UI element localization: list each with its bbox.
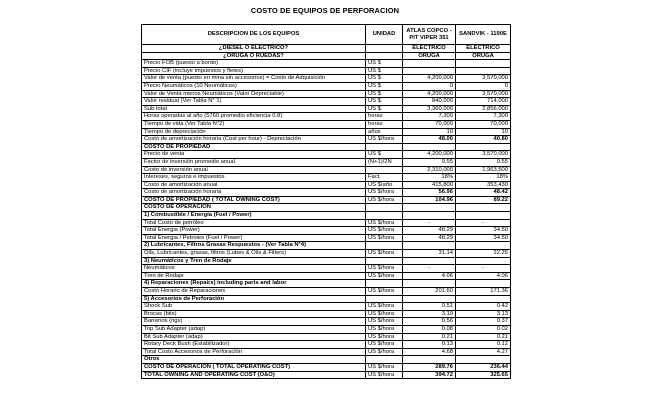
- row-value-sandvik: 34.50: [456, 227, 511, 235]
- row-unit: US $/hora: [366, 318, 403, 326]
- row-value-sandvik: -: [456, 219, 511, 227]
- row-value-sandvik: 0.37: [456, 318, 511, 326]
- row-value-sandvik: [456, 295, 511, 303]
- row-value-atlas: 0: [403, 82, 456, 90]
- table-row: [142, 348, 511, 356]
- table-row: [142, 136, 511, 144]
- table-row: [142, 105, 511, 113]
- table-row: [142, 158, 511, 166]
- row-value-atlas: 48.29: [403, 227, 456, 235]
- row-unit: US $/hora: [366, 333, 403, 341]
- table-row: [142, 82, 511, 90]
- row-unit: [366, 280, 403, 288]
- row-unit: [366, 212, 403, 220]
- row-label: COSTO DE OPERACIÓN: [142, 204, 366, 212]
- header-description: DESCRIPCION DE LOS EQUIPOS: [142, 25, 366, 45]
- row-value-sandvik: [456, 143, 511, 151]
- table-row: [142, 75, 511, 83]
- table-row: [142, 257, 511, 265]
- row-value-sandvik: 3.13: [456, 310, 511, 318]
- row-value-atlas: [403, 295, 456, 303]
- row-value-sandvik: [456, 60, 511, 68]
- table-row: [142, 341, 511, 349]
- row-unit: US $: [366, 105, 403, 113]
- row-unit: US $: [366, 90, 403, 98]
- row-value-sandvik: [456, 356, 511, 364]
- row-value-sandvik: 3,570,000: [456, 75, 511, 83]
- row-value-sandvik: [456, 212, 511, 220]
- row-value-atlas: [403, 60, 456, 68]
- row-label: Tiempo de vida (Ver Tabla N°2): [142, 120, 366, 128]
- row-value-sandvik: 0.21: [456, 333, 511, 341]
- row-label: Otros: [142, 356, 366, 364]
- table-row: [142, 325, 511, 333]
- row-label: Intereses, seguros e impuestos: [142, 174, 366, 182]
- row-label: Precio de venta: [142, 151, 366, 159]
- row-label: Total Costo de petróleo: [142, 219, 366, 227]
- row-label: Valor de Venta menos Neumáticos (Valor Depreciable): [142, 90, 366, 98]
- row-unit: [366, 45, 403, 53]
- table-row: [142, 143, 511, 151]
- page-title: COSTO DE EQUIPOS DE PERFORACION: [250, 6, 400, 15]
- row-value-atlas: 3,360,000: [403, 105, 456, 113]
- row-unit: US $/hora: [366, 272, 403, 280]
- row-value-sandvik: 236.44: [456, 363, 511, 371]
- table-row: [142, 333, 511, 341]
- row-value-atlas: 394.72: [403, 371, 456, 379]
- row-label: Costo Horario de Reparaciones: [142, 288, 366, 296]
- table-row: [142, 151, 511, 159]
- table-row: [142, 204, 511, 212]
- table-row: [142, 356, 511, 364]
- row-value-atlas: 289.76: [403, 363, 456, 371]
- table-row: [142, 310, 511, 318]
- row-label: 3) Neumáticos y Tren de Rodaje: [142, 257, 366, 265]
- row-value-atlas: 0.08: [403, 325, 456, 333]
- row-unit: US $/hora: [366, 219, 403, 227]
- row-unit: US $/hora: [366, 265, 403, 273]
- table-row: [142, 166, 511, 174]
- row-label: Bit Sub Adapter (adap): [142, 333, 366, 341]
- row-label: Precio Neumáticos (10 Neumáticos): [142, 82, 366, 90]
- row-value-atlas: 0.56: [403, 318, 456, 326]
- table-row: [142, 189, 511, 197]
- row-value-sandvik: 89.22: [456, 196, 511, 204]
- row-label: Barrenos (rigs): [142, 318, 366, 326]
- table-row: [142, 120, 511, 128]
- row-unit: US $/hora: [366, 136, 403, 144]
- row-label: Rotary Deck Bush (Estabilizador): [142, 341, 366, 349]
- row-value-atlas: ELECTRICO: [403, 45, 456, 53]
- row-unit: US $/hora: [366, 288, 403, 296]
- table-row: [142, 272, 511, 280]
- table-row: [142, 227, 511, 235]
- row-label: 1) Combustible / Energía (Fuel / Power): [142, 212, 366, 220]
- row-value-atlas: [403, 356, 456, 364]
- row-unit: años: [366, 128, 403, 136]
- row-value-sandvik: 2,856,000: [456, 105, 511, 113]
- row-unit: [366, 204, 403, 212]
- row-value-atlas: 48.29: [403, 234, 456, 242]
- row-label: Brocas (bits): [142, 310, 366, 318]
- row-value-sandvik: 353,430: [456, 181, 511, 189]
- row-value-atlas: 48.00: [403, 136, 456, 144]
- row-unit: horas: [366, 120, 403, 128]
- row-value-sandvik: 22.25: [456, 250, 511, 258]
- row-value-sandvik: 714,000: [456, 98, 511, 106]
- table-row: [142, 60, 511, 68]
- row-value-sandvik: 48.42: [456, 189, 511, 197]
- row-unit: US $/hora: [366, 310, 403, 318]
- row-unit: US $/hora: [366, 363, 403, 371]
- row-label: Horas operadas al año (5760 promedio eficiencia 0.8): [142, 113, 366, 121]
- row-value-atlas: 70,000: [403, 120, 456, 128]
- table-row: [142, 288, 511, 296]
- row-unit: US $/hora: [366, 196, 403, 204]
- row-unit: US $/hora: [366, 341, 403, 349]
- row-unit: [366, 356, 403, 364]
- row-value-atlas: -: [403, 265, 456, 273]
- row-value-atlas: 4,200,000: [403, 75, 456, 83]
- table-row: [142, 128, 511, 136]
- row-value-atlas: 56.96: [403, 189, 456, 197]
- row-label: ¿ORUGA O RUEDAS?: [142, 52, 366, 60]
- row-value-atlas: 3.19: [403, 310, 456, 318]
- header-sandvik: SANDVIK - 1190E: [456, 25, 511, 45]
- row-unit: (N+1)/2N: [366, 158, 403, 166]
- row-unit: US $/hora: [366, 325, 403, 333]
- row-value-sandvik: [456, 257, 511, 265]
- table-row: [142, 280, 511, 288]
- row-value-sandvik: 171.36: [456, 288, 511, 296]
- row-value-sandvik: [456, 67, 511, 75]
- row-label: Factor de inversión promedio anual: [142, 158, 366, 166]
- row-label: Total Energia (Power): [142, 227, 366, 235]
- row-label: 2) Lubricantes, Filtros Grasas Respuestos - (Ver Tabla N°4): [142, 242, 366, 250]
- row-value-atlas: 0.21: [403, 333, 456, 341]
- row-label: Neumáticos: [142, 265, 366, 273]
- row-label: Precio CIF (incluye impuestos y fletes): [142, 67, 366, 75]
- table-row: [142, 113, 511, 121]
- row-value-sandvik: 7,300: [456, 113, 511, 121]
- row-value-sandvik: 34.50: [456, 234, 511, 242]
- row-unit: US $/hora: [366, 303, 403, 311]
- row-value-atlas: 4.06: [403, 272, 456, 280]
- table-row: [142, 234, 511, 242]
- table-row: [142, 250, 511, 258]
- row-label: Costo de amortización horaria (Cost per hour) - Depreciación: [142, 136, 366, 144]
- row-value-atlas: 4.68: [403, 348, 456, 356]
- row-unit: US $: [366, 151, 403, 159]
- row-value-atlas: [403, 212, 456, 220]
- row-label: Oils, Lubricantes, grasas, filtros (Lubes & Oils & Filters): [142, 250, 366, 258]
- row-value-sandvik: 4.06: [456, 272, 511, 280]
- row-label: Total Costo Accesorios de Perforación: [142, 348, 366, 356]
- row-value-sandvik: 4.27: [456, 348, 511, 356]
- row-label: 5) Accesorios de Perforación: [142, 295, 366, 303]
- table-row: [142, 181, 511, 189]
- row-unit: US $/hora: [366, 250, 403, 258]
- row-label: COSTO DE PROPIEDAD: [142, 143, 366, 151]
- row-label: COSTO DE OPERACIÓN ( TOTAL OPERATING COST): [142, 363, 366, 371]
- row-value-atlas: 10: [403, 128, 456, 136]
- row-value-atlas: 0.13: [403, 341, 456, 349]
- row-unit: [366, 143, 403, 151]
- header-atlas-copco: ATLAS COPCO - PIT VIPER 351: [403, 25, 456, 45]
- row-value-sandvik: [456, 280, 511, 288]
- row-label: Shock Sub: [142, 303, 366, 311]
- table-row: [142, 98, 511, 106]
- row-label: 4) Reparaciones (Repairs) including parts and labor: [142, 280, 366, 288]
- row-label: Costo de amortización horaria: [142, 189, 366, 197]
- table-row: [142, 295, 511, 303]
- row-value-atlas: 31.14: [403, 250, 456, 258]
- row-value-atlas: [403, 257, 456, 265]
- table-row: [142, 318, 511, 326]
- row-value-atlas: [403, 242, 456, 250]
- header-unit: UNIDAD: [366, 25, 403, 45]
- row-value-sandvik: 0.55: [456, 158, 511, 166]
- cost-table: [141, 24, 511, 379]
- table-header-row: [142, 25, 511, 45]
- row-value-sandvik: 3,570,000: [456, 151, 511, 159]
- row-value-atlas: 4,200,000: [403, 151, 456, 159]
- row-value-sandvik: 18%: [456, 174, 511, 182]
- row-value-sandvik: 10: [456, 128, 511, 136]
- row-value-atlas: 104.96: [403, 196, 456, 204]
- row-unit: [366, 257, 403, 265]
- row-unit: US $: [366, 75, 403, 83]
- table-row: [142, 371, 511, 379]
- row-value-sandvik: [456, 242, 511, 250]
- row-unit: US $/hora: [366, 234, 403, 242]
- table-row: [142, 242, 511, 250]
- row-label: Total Energia / Petroleo (Fuel / Power): [142, 234, 366, 242]
- row-label: TOTAL OWNING AND OPERATING COST (O&O): [142, 371, 366, 379]
- row-label: Valor de venta (puesto en mina sin accesorios) = Costo de Adquisición: [142, 75, 366, 83]
- row-unit: [366, 52, 403, 60]
- row-unit: [366, 166, 403, 174]
- row-value-atlas: 0.51: [403, 303, 456, 311]
- table-row: [142, 90, 511, 98]
- row-value-atlas: 415,800: [403, 181, 456, 189]
- row-value-sandvik: 70,000: [456, 120, 511, 128]
- row-unit: Fact.: [366, 174, 403, 182]
- row-value-atlas: [403, 204, 456, 212]
- row-value-atlas: [403, 143, 456, 151]
- row-label: Tren de Rodaje: [142, 272, 366, 280]
- row-unit: US $: [366, 98, 403, 106]
- row-value-sandvik: [456, 204, 511, 212]
- table-row: [142, 67, 511, 75]
- row-value-atlas: 2,310,000: [403, 166, 456, 174]
- row-label: Precio FOB (puesto a bordo): [142, 60, 366, 68]
- row-value-atlas: 0.55: [403, 158, 456, 166]
- row-label: Tiempo de depreciación: [142, 128, 366, 136]
- row-value-sandvik: 1,963,500: [456, 166, 511, 174]
- row-value-atlas: [403, 67, 456, 75]
- row-value-sandvik: 0.02: [456, 325, 511, 333]
- row-label: Sub total: [142, 105, 366, 113]
- row-value-sandvik: 40.80: [456, 136, 511, 144]
- row-value-atlas: 840,000: [403, 98, 456, 106]
- table-row: [142, 174, 511, 182]
- row-value-atlas: ORUGA: [403, 52, 456, 60]
- row-unit: US $/hora: [366, 348, 403, 356]
- row-value-sandvik: 3,570,000: [456, 90, 511, 98]
- row-value-sandvik: ORUGA: [456, 52, 511, 60]
- row-value-sandvik: -: [456, 265, 511, 273]
- row-value-sandvik: 0.42: [456, 303, 511, 311]
- row-label: COSTO DE PROPIEDAD ( TOTAL OWNING COST): [142, 196, 366, 204]
- row-value-sandvik: 0.12: [456, 341, 511, 349]
- table-row: [142, 303, 511, 311]
- row-value-atlas: -: [403, 219, 456, 227]
- row-label: Valor residual (Ver Tabla N° 1): [142, 98, 366, 106]
- row-unit: US $/hora: [366, 227, 403, 235]
- table-row: [142, 363, 511, 371]
- row-label: Top Sub Adapter (adap): [142, 325, 366, 333]
- row-unit: US $: [366, 82, 403, 90]
- row-unit: horas: [366, 113, 403, 121]
- row-unit: US $/año: [366, 181, 403, 189]
- row-label: ¿DIESEL O ELECTRICO?: [142, 45, 366, 53]
- row-value-sandvik: ELECTRICO: [456, 45, 511, 53]
- row-value-atlas: [403, 280, 456, 288]
- row-label: Costo de inversión anual: [142, 166, 366, 174]
- table-row: [142, 52, 511, 60]
- row-unit: US $: [366, 60, 403, 68]
- row-unit: US $/hora: [366, 189, 403, 197]
- table-row: [142, 219, 511, 227]
- table-row: [142, 196, 511, 204]
- row-label: Costo de amortización anual: [142, 181, 366, 189]
- row-unit: US $/hora: [366, 371, 403, 379]
- row-unit: [366, 295, 403, 303]
- row-unit: US $: [366, 67, 403, 75]
- table-row: [142, 45, 511, 53]
- table-row: [142, 265, 511, 273]
- row-value-atlas: 18%: [403, 174, 456, 182]
- row-value-sandvik: 325.65: [456, 371, 511, 379]
- row-value-sandvik: 0: [456, 82, 511, 90]
- row-value-atlas: 4,200,000: [403, 90, 456, 98]
- row-unit: [366, 242, 403, 250]
- table-row: [142, 212, 511, 220]
- row-value-atlas: 201.60: [403, 288, 456, 296]
- row-value-atlas: 7,300: [403, 113, 456, 121]
